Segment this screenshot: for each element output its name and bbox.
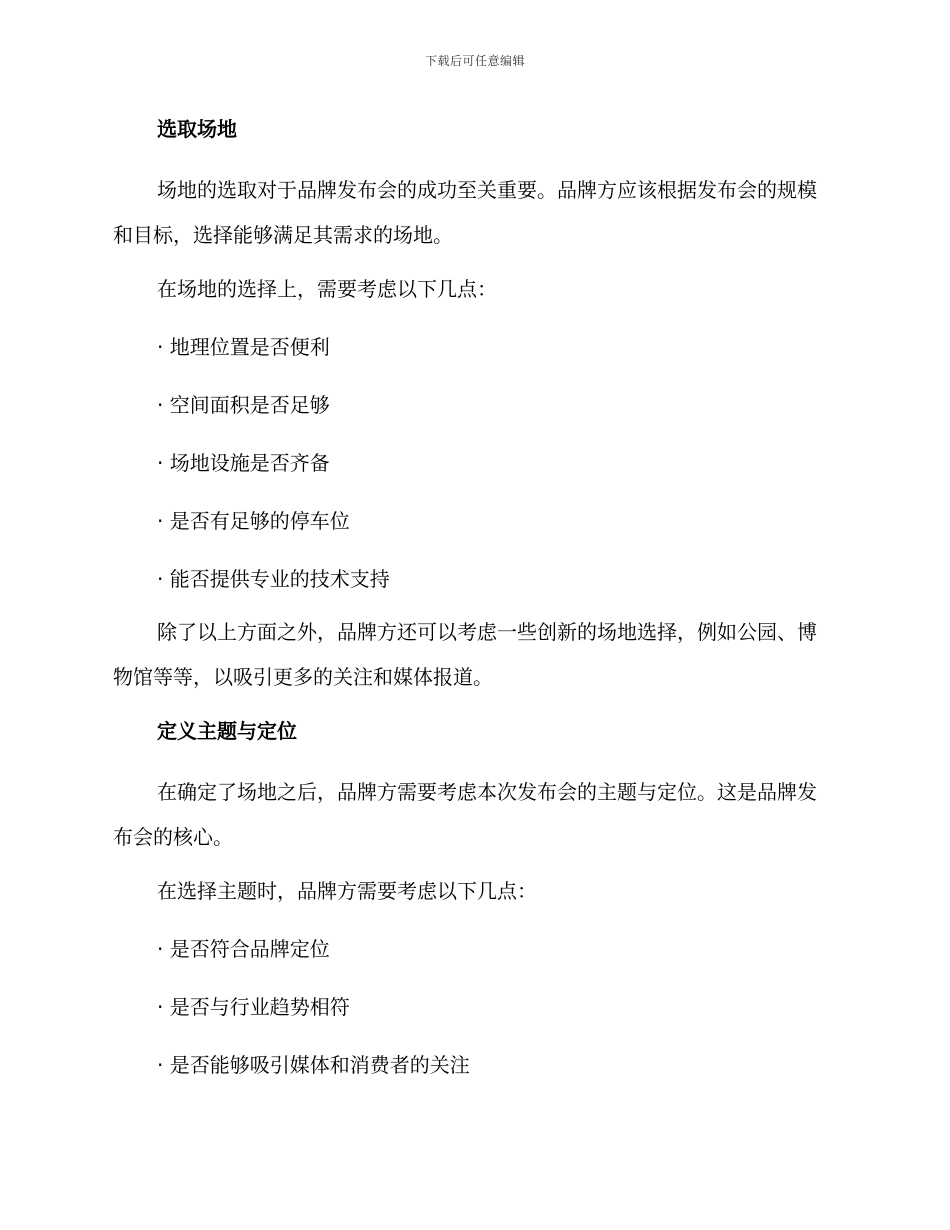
list-item: · 是否与行业趋势相符 bbox=[157, 995, 350, 1019]
list-item: · 能否提供专业的技术支持 bbox=[157, 567, 390, 591]
header-note: 下载后可任意编辑 bbox=[424, 54, 525, 68]
list-item: · 场地设施是否齐备 bbox=[157, 451, 330, 475]
list-item: · 是否符合品牌定位 bbox=[157, 937, 330, 961]
paragraph-venue-lead: 在场地的选择上，需要考虑以下几点： bbox=[157, 277, 497, 301]
paragraph-venue-closing: 除了以上方面之外，品牌方还可以考虑一些创新的场地选择，例如公园、博物馆等等，以吸引更多的关注和媒体报道。 bbox=[113, 620, 817, 689]
paragraph-venue-intro: 场地的选取对于品牌发布会的成功至关重要。品牌方应该根据发布会的规模和目标，选择能够满足其需求的场地。 bbox=[113, 178, 817, 247]
document-body bbox=[113, 110, 833, 1084]
section-heading-theme: 定义主题与定位 bbox=[157, 719, 297, 743]
section-heading-venue: 选取场地 bbox=[157, 117, 237, 141]
list-item: · 地理位置是否便利 bbox=[157, 335, 330, 359]
paragraph-theme-intro: 在确定了场地之后，品牌方需要考虑本次发布会的主题与定位。这是品牌发布会的核心。 bbox=[113, 780, 817, 849]
paragraph-theme-lead: 在选择主题时，品牌方需要考虑以下几点： bbox=[157, 879, 537, 903]
list-item: · 空间面积是否足够 bbox=[157, 393, 330, 417]
list-item: · 是否能够吸引媒体和消费者的关注 bbox=[157, 1053, 470, 1077]
list-item: · 是否有足够的停车位 bbox=[157, 509, 350, 533]
